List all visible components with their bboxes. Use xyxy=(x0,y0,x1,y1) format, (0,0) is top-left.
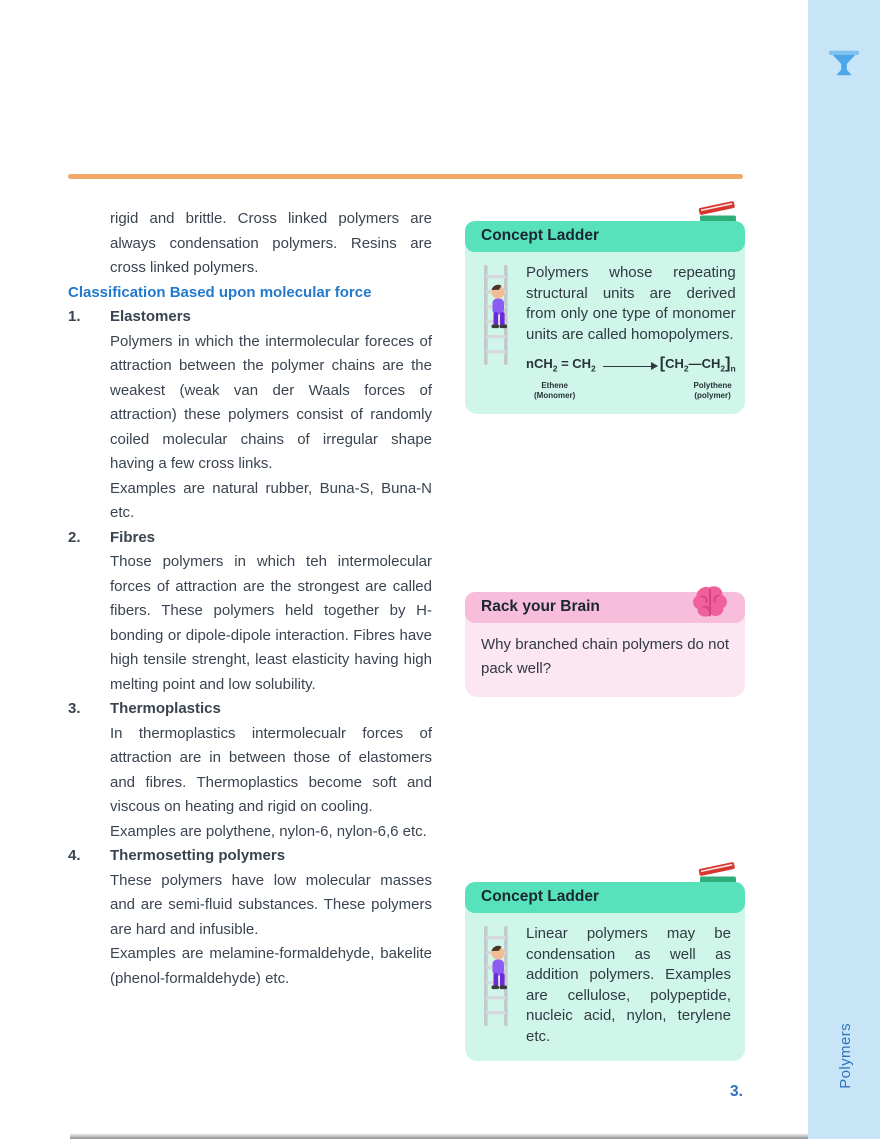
equation-label-left: Ethene (Monomer) xyxy=(534,381,576,400)
funnel-icon xyxy=(825,48,863,80)
item-paragraph: Polymers in which the intermolecular foreces of attraction between the polymer chains are the weakest (weak van der Waals forces of attraction) these polymers consist of randomly coiled molecular chains of irregular shape having a few cross links. xyxy=(110,332,432,472)
reaction-arrow xyxy=(603,366,657,368)
item-paragraph: These polymers have low molecular masses and are semi-fluid substances. These polymers are hard and infusible. xyxy=(110,871,432,938)
content-area xyxy=(68,207,745,1061)
section-heading: Classification Based upon molecular force xyxy=(68,283,372,301)
card-body xyxy=(465,252,745,414)
page-number: 3. xyxy=(730,1083,743,1100)
equation-lhs: $nCH_2 = CH_2$ xyxy=(526,356,596,374)
list-item xyxy=(68,305,432,526)
ladder-climber-icon xyxy=(477,263,517,367)
brain-icon xyxy=(687,583,733,623)
top-divider xyxy=(68,174,743,179)
card-title-bar xyxy=(465,221,745,252)
page-bottom-edge xyxy=(70,1133,808,1139)
card-title: Concept Ladder xyxy=(481,888,599,906)
equation-rhs: $[CH_2—CH_2]_n$ xyxy=(659,355,736,374)
chem-equation xyxy=(526,354,736,400)
side-cards-column xyxy=(465,207,745,1061)
rack-your-brain-card xyxy=(465,592,745,697)
item-examples: Examples are melamine-formaldehyde, bakelite (phenol-formaldehyde) etc. xyxy=(110,945,432,987)
sidebar-vertical-label: Polymers xyxy=(837,1023,854,1089)
card-body xyxy=(465,623,745,697)
card-title-bar xyxy=(465,592,745,623)
card-title-bar xyxy=(465,882,745,913)
item-examples: Examples are polythene, nylon-6, nylon-6,6 etc. xyxy=(110,822,427,840)
intro-paragraph: rigid and brittle. Cross linked polymers are always condensation polymers. Resins are cross linked polymers. xyxy=(110,210,432,276)
item-number: 1. xyxy=(68,308,81,325)
card-title: Concept Ladder xyxy=(481,227,599,244)
item-term: Fibres xyxy=(110,528,156,546)
item-number: 3. xyxy=(68,700,81,717)
item-term: Thermosetting polymers xyxy=(110,847,286,864)
list-item xyxy=(68,526,432,698)
card-body xyxy=(465,913,745,1061)
concept-text: Polymers whose repeating structural units are derived from only one type of monomer units are called homopolymers. xyxy=(526,264,736,343)
item-term: Elastomers xyxy=(110,308,191,325)
item-number: 4. xyxy=(68,847,81,864)
main-text-column xyxy=(68,207,432,1061)
concept-ladder-card-1 xyxy=(465,221,745,414)
card-title: Rack your Brain xyxy=(481,598,600,616)
ladder-climber-icon xyxy=(477,924,517,1028)
list-item xyxy=(68,844,432,991)
item-paragraph: Those polymers in which teh intermolecular forces of attraction are the strongest are called fibers. These polymers held together by H-bonding or dipole-dipole interaction. Fibres have high tensile strenght, least elasticity having high melting point and low solubility. xyxy=(110,553,432,693)
right-sidebar xyxy=(808,0,880,1139)
item-number: 2. xyxy=(68,528,81,546)
question-text: Why branched chain polymers do not pack well? xyxy=(481,636,729,678)
concept-text: Linear polymers may be condensation as well as addition polymers. Examples are cellulose, polypeptide, nucleic acid, nylon, terylene etc. xyxy=(526,925,731,1045)
concept-ladder-card-2 xyxy=(465,882,745,1061)
list-item xyxy=(68,697,432,844)
item-paragraph: In thermoplastics intermolecualr forces of attraction are in between those of elastomers and fibres. Thermoplastics become soft and viscous on heating and rigid on cooling. xyxy=(110,724,432,815)
item-term: Thermoplastics xyxy=(110,700,221,717)
item-examples: Examples are natural rubber, Buna-S, Buna-N etc. xyxy=(110,479,432,521)
equation-label-right: Polythene (polymer) xyxy=(693,381,732,400)
